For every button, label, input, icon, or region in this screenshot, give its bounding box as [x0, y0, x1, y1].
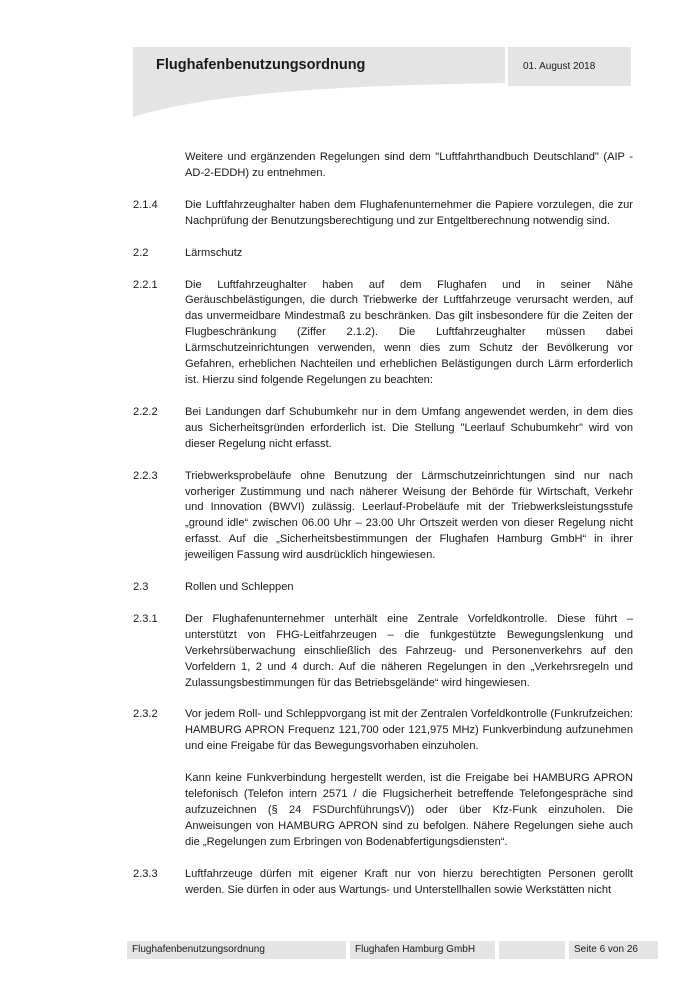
- paragraph-text: Die Luftfahrzeughalter haben auf dem Flughafen und in seiner Nähe Geräuschbelästigungen, die durch Triebwerke der Luftfahrzeuge verursacht werden, auf das unvermeidbare Mindestmaß zu beschränken. Das gilt insbesondere für die Zeiten der Flugbeschränkung (Ziffer 2.1.2). Die Luftfahrzeughalter müssen dabei Lärmschutzeinrichtungen verwenden, wenn dies zum Schutz der Bevölkerung vor Gefahren, erheblichen Nachteilen und erheblichen Belästigungen durch Lärm erforderlich ist. Hierzu sind folgende Regelungen zu beachten:: [185, 278, 633, 386]
- section-heading: Lärmschutz: [185, 246, 243, 259]
- section-heading: Rollen und Schleppen: [185, 581, 294, 594]
- section-2-2-2: [133, 405, 633, 453]
- section-number: 2.3.2: [133, 708, 158, 721]
- section-number: 2.2.2: [133, 405, 158, 418]
- section-number: 2.1.4: [133, 198, 158, 211]
- section-number: 2.3.3: [133, 867, 158, 880]
- section-2-2-heading: [133, 246, 633, 262]
- section-2-3-2: [133, 707, 633, 755]
- section-2-3-2-continued: [133, 771, 633, 851]
- section-2-3-1: [133, 612, 633, 692]
- header-date: 01. August 2018: [523, 61, 596, 72]
- section-2-2-3: [133, 469, 633, 564]
- section-2-2-1: [133, 278, 633, 389]
- section-number: 2.3: [133, 581, 149, 594]
- section-number: 2.2.1: [133, 278, 158, 291]
- document-body: [133, 150, 633, 915]
- section-2-3-heading: [133, 580, 633, 596]
- paragraph-text: Bei Landungen darf Schubumkehr nur in dem Umfang angewendet werden, in dem dies aus Sicherheitsgründen erforderlich ist. Die Stellung "Leerlauf Schubumkehr" wird von dieser Regelung nicht erfasst.: [185, 405, 633, 450]
- paragraph-continuation: [133, 150, 633, 182]
- footer-blank-cell: [499, 941, 565, 959]
- paragraph-text: Triebwerksprobeläufe ohne Benutzung der Lärmschutzeinrichtungen sind nur nach vorheriger Zustimmung und nach näherer Weisung der Behörde für Wirtschaft, Verkehr und Innovation (BWVI) zulässig. Leerlauf-Probeläufe mit der Triebwerksleistungsstufe „ground idle“ zwischen 06.00 Uhr – 23.00 Uhr Ortszeit werden von dieser Regelung nicht erfasst. Auf die „Sicherheitsbestimmungen der Flughafen Hamburg GmbH“ in ihrer jeweiligen Fassung wird ausdrücklich hingewiesen.: [185, 469, 633, 562]
- section-number: 2.2.3: [133, 469, 158, 482]
- section-2-1-4: [133, 198, 633, 230]
- section-2-3-3: [133, 867, 633, 899]
- footer-page-number: [569, 941, 658, 959]
- paragraph-text: Luftfahrzeuge dürfen mit eigener Kraft nur von hierzu berechtigten Personen gerollt werden. Sie dürfen in oder aus Wartungs- und Unterstellhallen sowie Werkstätten nicht: [185, 867, 633, 896]
- paragraph-text: Vor jedem Roll- und Schleppvorgang ist mit der Zentralen Vorfeldkontrolle (Funkrufzeichen: HAMBURG APRON Frequenz 121,700 oder 121,975 MHz) Funkverbindung aufzunehmen und eine Freigabe für das Bewegungsvorhaben einzuholen.: [185, 708, 633, 753]
- footer-document-title: [127, 941, 346, 959]
- footer-company: [350, 941, 495, 959]
- footer-company-text: Flughafen Hamburg GmbH: [355, 944, 476, 955]
- paragraph-text: Der Flughafenunternehmer unterhält eine Zentrale Vorfeldkontrolle. Diese führt – unterstützt von FHG-Leitfahrzeugen – die funkgestützte Bewegungslenkung und Verkehrsüberwachung einschließlich des Fahrzeug- und Personenverkehrs auf den Vorfeldern 1, 2 und 4 durch. Auf die näheren Regelungen in den „Verkehrsregeln und Zulassungsbestimmungen für das Betriebsgelände“ wird hingewiesen.: [185, 612, 633, 689]
- section-number: 2.2: [133, 246, 149, 259]
- paragraph-text: Kann keine Funkverbindung hergestellt werden, ist die Freigabe bei HAMBURG APRON telefonisch (Telefon intern 2571 / die Flugsicherheit betreffende Telefongespräche sind aufzuzeichnen (§ 24 FSDurchführungsV)) oder über Kfz-Funk einzuholen. Die Anweisungen von HAMBURG APRON sind zu befolgen. Nähere Regelungen siehe auch die „Regelungen zum Erbringen von Bodenabfertigungsdiensten“.: [185, 772, 633, 848]
- footer-document-title-text: Flughafenbenutzungsordnung: [132, 944, 265, 955]
- footer-page-number-text: Seite 6 von 26: [574, 944, 638, 955]
- paragraph-text: Die Luftfahrzeughalter haben dem Flughafenunternehmer die Papiere vorzulegen, die zur Nachprüfung der Benutzungsberechtigung und zur Entgeltberechnung notwendig sind.: [185, 198, 633, 227]
- header-title: Flughafenbenutzungsordnung: [156, 57, 366, 73]
- section-number: 2.3.1: [133, 612, 158, 625]
- paragraph-text: Weitere und ergänzenden Regelungen sind dem "Luftfahrthandbuch Deutschland" (AIP - AD-2-EDDH) zu entnehmen.: [185, 151, 633, 179]
